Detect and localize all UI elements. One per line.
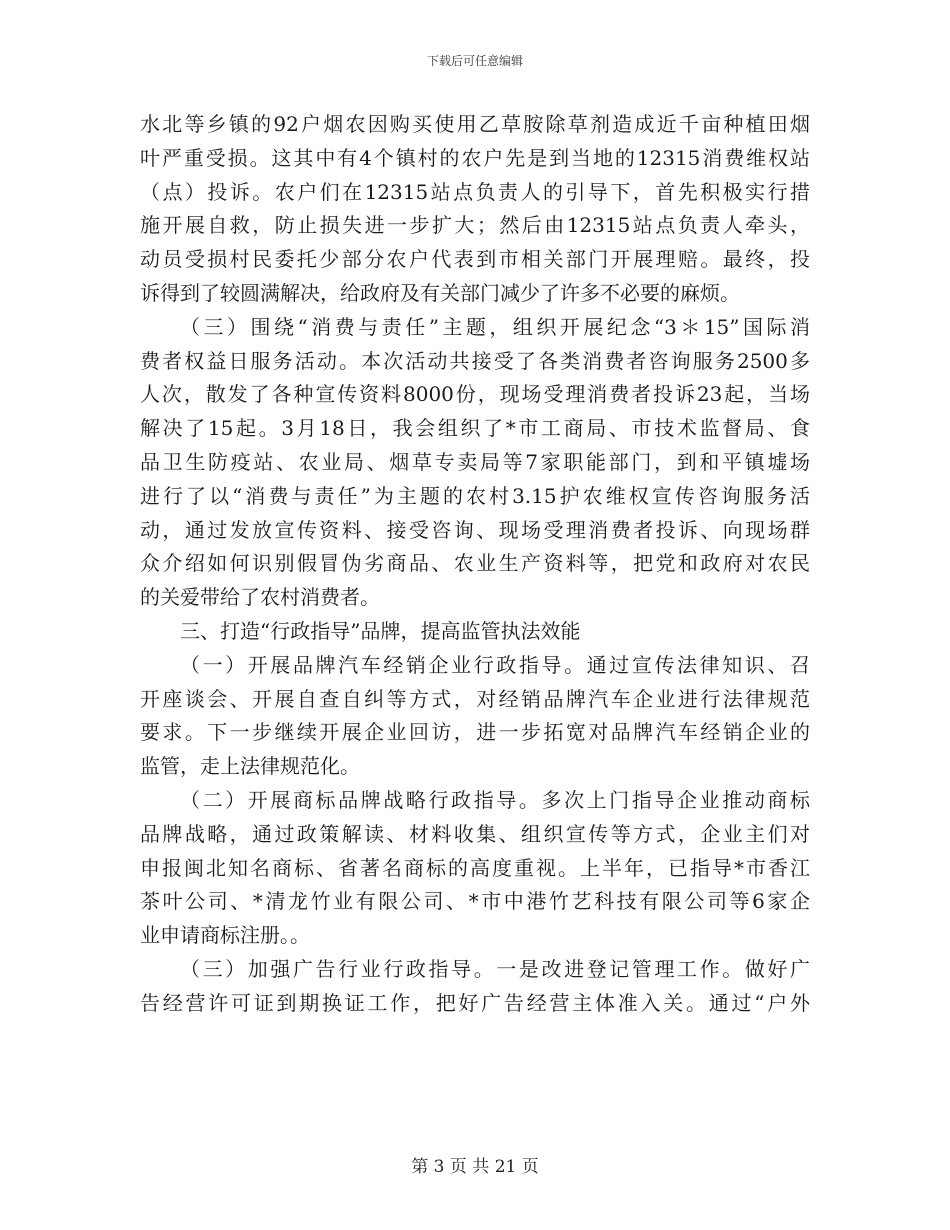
text-line: 品牌战略，通过政策解读、材料收集、组织宣传等方式，企业主们对 [140, 821, 810, 846]
paragraph [140, 953, 810, 1021]
page-footer: 第 3 页 共 21 页 [411, 1157, 539, 1177]
text-line: 要求。下一步继续开展企业回访，进一步拓宽对品牌汽车经销企业的 [140, 720, 810, 745]
text-line: 诉得到了较圆满解决，给政府及有关部门减少了许多不必要的麻烦。 [140, 280, 740, 305]
paragraph [140, 649, 810, 784]
text-line: （三）加强广告行业行政指导。一是改进登记管理工作。做好广 [180, 956, 810, 981]
document-body [140, 108, 810, 1021]
paragraph [140, 108, 810, 311]
text-line: （二）开展商标品牌战略行政指导。多次上门指导企业推动商标 [180, 787, 810, 812]
text-line: 动员受损村民委托少部分农户代表到市相关部门开展理赔。最终，投 [140, 247, 810, 272]
text-line: 品卫生防疫站、农业局、烟草专卖局等7家职能部门，到和平镇墟场 [140, 449, 810, 474]
text-line: 众介绍如何识别假冒伪劣商品、农业生产资料等，把党和政府对农民 [140, 551, 810, 576]
page-header-note: 下载后可任意编辑 [426, 54, 523, 68]
text-line: （一）开展品牌汽车经销企业行政指导。通过宣传法律知识、召 [180, 652, 810, 677]
text-line: 告经营许可证到期换证工作，把好广告经营主体准入关。通过“户外 [140, 990, 810, 1015]
text-line: （点）投诉。农户们在12315站点负责人的引导下，首先积极实行措 [140, 179, 810, 204]
text-line: 施开展自救，防止损失进一步扩大；然后由12315站点负责人牵头， [140, 213, 810, 238]
text-line: 业申请商标注册。。 [140, 923, 310, 948]
text-line: 申报闽北知名商标、省著名商标的高度重视。上半年，已指导*市香江 [140, 855, 810, 880]
text-line: 人次，散发了各种宣传资料8000份，现场受理消费者投诉23起，当场 [140, 382, 810, 407]
text-line: 进行了以“消费与责任”为主题的农村3.15护农维权宣传咨询服务活 [140, 483, 810, 508]
text-line: 开座谈会、开展自查自纠等方式，对经销品牌汽车企业进行法律规范 [140, 686, 810, 711]
text-line: 解决了15起。3月18日，我会组织了*市工商局、市技术监督局、食 [140, 416, 810, 441]
text-line: 茶叶公司、*清龙竹业有限公司、*市中港竹艺科技有限公司等6家企 [140, 889, 810, 914]
paragraph [140, 311, 810, 615]
text-line: 水北等乡镇的92户烟农因购买使用乙草胺除草剂造成近千亩种植田烟 [140, 112, 810, 136]
text-line: （三）围绕“消费与责任”主题，组织开展纪念“3＊15”国际消 [180, 314, 810, 339]
text-line: 费者权益日服务活动。本次活动共接受了各类消费者咨询服务2500多 [140, 348, 810, 373]
paragraph [140, 615, 810, 649]
text-line: 监管，走上法律规范化。 [140, 754, 360, 779]
text-line: 叶严重受损。这其中有4个镇村的农户先是到当地的12315消费维权站 [140, 145, 810, 170]
text-line: 三、打造“行政指导”品牌，提高监管执法效能 [180, 618, 581, 643]
text-line: 的关爱带给了农村消费者。 [140, 585, 380, 610]
text-line: 动，通过发放宣传资料、接受咨询、现场受理消费者投诉、向现场群 [140, 517, 810, 542]
paragraph [140, 784, 810, 953]
